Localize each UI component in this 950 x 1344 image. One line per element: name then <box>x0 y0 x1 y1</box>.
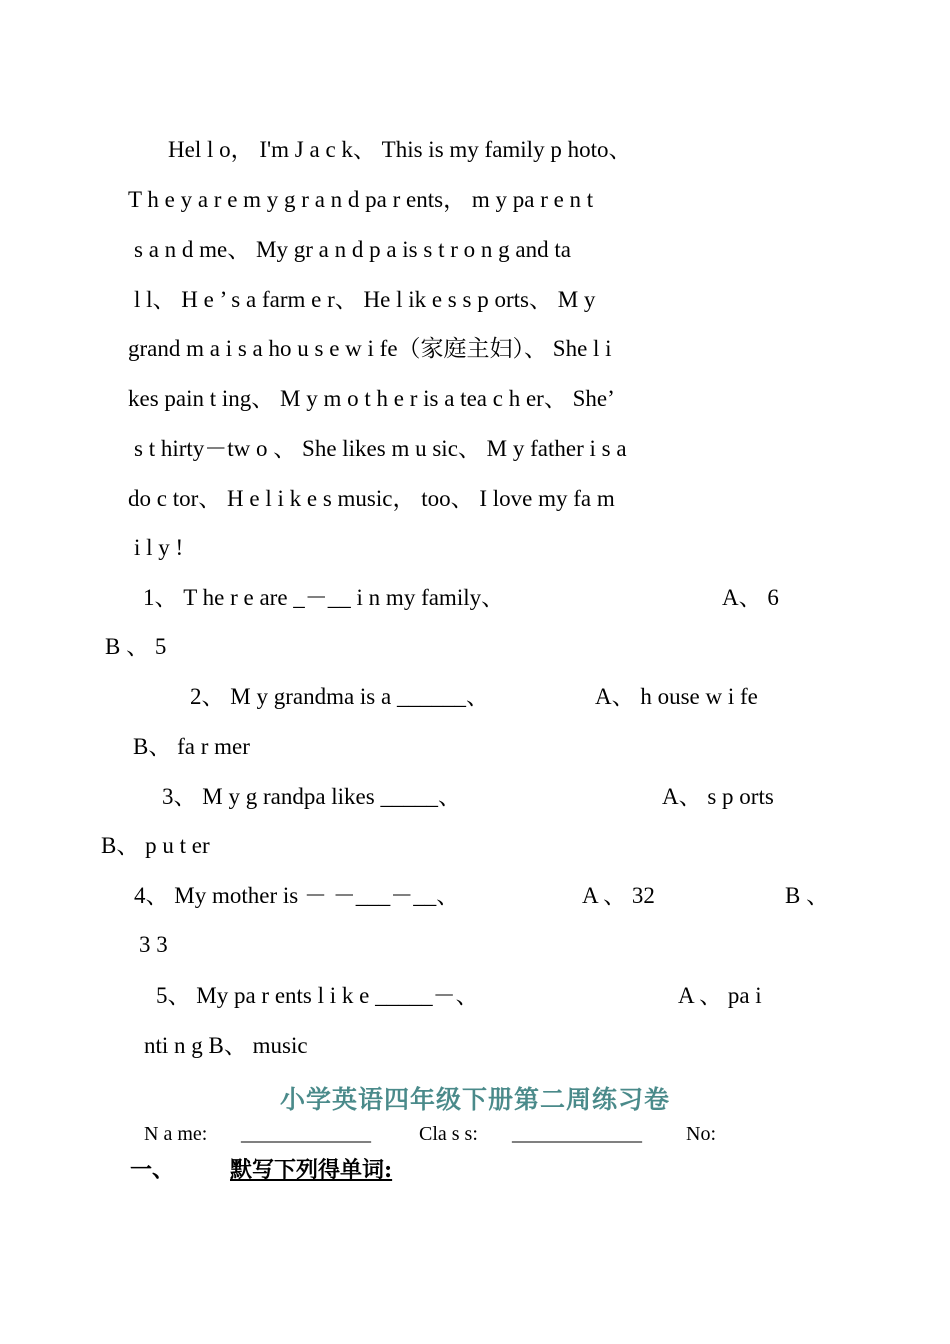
passage-text: s t hirty－tw o 、 She likes m u sic、 M y father i s a <box>134 436 627 461</box>
passage-text: grand m a i s a ho u s e w i fe（家庭主妇）、 She l i <box>128 336 612 361</box>
option-a: A、 6 <box>722 585 779 610</box>
section-heading <box>0 1154 950 1186</box>
question-2 <box>0 681 950 713</box>
passage-text: l l、 H e ’ s a farm e r、 He l ik e s s p orts、 M y <box>134 287 596 312</box>
section-title: 默写下列得单词: <box>230 1157 393 1183</box>
option-a: A 、 pa i <box>678 983 762 1008</box>
question-5-continued <box>0 1030 950 1062</box>
passage-text: do c tor、 H e l i k e s music， too、 I love my fa m <box>128 486 615 511</box>
question-3 <box>0 781 950 813</box>
option-a: A、 s p orts <box>662 784 774 809</box>
option-b: B、 fa r mer <box>133 734 250 759</box>
passage-line-4 <box>0 284 950 316</box>
question-stem: 1、 T he r e are _－__ i n my family、 <box>143 585 505 610</box>
question-5 <box>0 980 950 1012</box>
question-3-option-b <box>0 830 950 862</box>
number-label: No: <box>686 1123 716 1145</box>
option-a: A 、 32 <box>582 883 655 908</box>
question-stem: 5、 My pa r ents l i k e _____－、 <box>156 983 479 1008</box>
question-stem: 4、 My mother is － －___－__、 <box>134 883 460 908</box>
option-b: B 、 5 <box>105 634 167 659</box>
passage-text: T h e y a r e m y g r a n d pa r ents， m y pa r e n t <box>128 187 594 212</box>
option-b: B、 p u t er <box>101 833 210 858</box>
passage-line-5 <box>0 333 950 365</box>
name-label: N a me: <box>144 1123 208 1145</box>
passage-text: Hel l o， I'm J a c k、 This is my family p hoto、 <box>168 137 632 162</box>
option-b: nti n g B、 music <box>144 1033 308 1058</box>
class-blank[interactable]: _____________ <box>512 1123 642 1145</box>
option-b: B 、 <box>785 883 830 908</box>
question-4-option-b-value <box>0 929 950 961</box>
passage-text: s a n d me、 My gr a n d p a is s t r o n g and ta <box>134 237 571 262</box>
passage-text: i l y ! <box>134 535 184 560</box>
passage-line-3 <box>0 234 950 266</box>
passage-line-7 <box>0 433 950 465</box>
question-1 <box>0 582 950 614</box>
section-number: 一、 <box>130 1157 175 1183</box>
passage-line-1 <box>0 134 950 166</box>
passage-text: kes pain t ing、 M y m o t h e r is a tea c h er、 She’ <box>128 386 615 411</box>
class-label: Cla s s: <box>419 1123 478 1145</box>
question-2-option-b <box>0 731 950 763</box>
question-stem: 2、 M y grandma is a ______、 <box>190 684 489 709</box>
passage-line-8 <box>0 483 950 515</box>
passage-line-2 <box>0 184 950 216</box>
student-info-row <box>0 1118 950 1150</box>
question-4 <box>0 880 950 912</box>
option-a: A、 h ouse w i fe <box>595 684 758 709</box>
worksheet-title: 小学英语四年级下册第二周练习卷 <box>279 1085 670 1114</box>
option-b-value: 3 3 <box>139 932 168 957</box>
name-blank[interactable]: _____________ <box>241 1123 371 1145</box>
passage-line-6 <box>0 383 950 415</box>
passage-line-9 <box>0 532 950 564</box>
question-stem: 3、 M y g randpa likes _____、 <box>162 784 461 809</box>
question-1-option-b <box>0 631 950 663</box>
